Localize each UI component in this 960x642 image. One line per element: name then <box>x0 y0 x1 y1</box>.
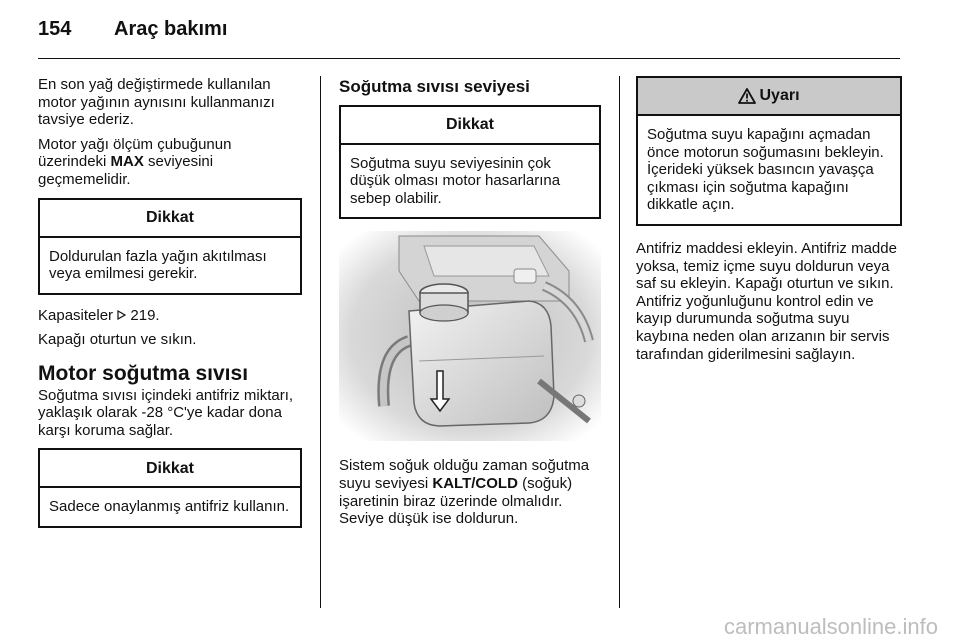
caution-box <box>38 198 302 295</box>
watermark: carmanualsonline.info <box>723 614 938 639</box>
paragraph: Kapağı oturtun ve sıkın. <box>38 331 197 349</box>
warning-header <box>638 78 900 116</box>
paragraph <box>38 136 302 189</box>
warning-triangle-icon <box>738 88 756 104</box>
page-reference-icon <box>117 310 126 320</box>
section-title: Araç bakımı <box>114 18 228 40</box>
text: Motor yağı ölçüm çubuğunun üzerindeki <box>38 135 232 171</box>
caution-body: Doldurulan fazla yağın akıtılması veya emilmesi gerekir. <box>49 247 267 283</box>
column-divider <box>619 76 620 608</box>
paragraph <box>339 457 601 527</box>
page-reference-link[interactable]: 219. <box>130 306 160 324</box>
caution-box <box>38 448 302 528</box>
paragraph: Soğutma sıvısı içindeki antifriz miktarı, yaklaşık olarak -28 °C'ye kadar dona karşı koruma sağlar. <box>38 386 294 439</box>
caution-box <box>339 105 601 220</box>
subsection-heading: Soğutma sıvısı seviyesi <box>339 77 530 96</box>
coolant-reservoir-illustration <box>339 231 601 441</box>
column-divider <box>320 76 321 608</box>
caution-title: Dikkat <box>40 450 300 488</box>
text: Kapasiteler <box>38 306 118 324</box>
page-number: 154 <box>38 18 72 40</box>
warning-title: Uyarı <box>759 87 800 105</box>
caution-body: Sadece onaylanmış antifriz kullanın. <box>49 498 290 516</box>
text: seviyesini geçmemelidir. <box>38 153 214 188</box>
text: (soğuk) işaretinin biraz üzerinde olmalıdır. Seviye düşük ise doldurun. <box>339 474 573 528</box>
warning-box <box>636 76 902 226</box>
text: Sistem soğuk olduğu zaman soğutma suyu seviyesi <box>339 457 590 492</box>
section-heading: Motor soğutma sıvısı <box>38 361 249 385</box>
caution-title: Dikkat <box>40 200 300 238</box>
column-2 <box>339 78 601 535</box>
caution-body: Soğutma suyu seviyesinin çok düşük olması motor hasarlarına sebep olabilir. <box>350 154 561 207</box>
paragraph: En son yağ değiştirmede kullanılan motor yağının aynısını kullanmanızı tavsiye ederiz. <box>38 76 275 129</box>
warning-body: Soğutma suyu kapağını açmadan önce motorun soğumasını bekleyin. İçerideki yüksek basıncın yavaşça çıkması için soğutma kapağını dikkatle açın. <box>647 126 884 214</box>
kalt-cold-label: KALT/COLD <box>432 474 518 492</box>
capacity-reference <box>38 307 302 325</box>
header-rule <box>38 58 900 59</box>
column-1 <box>38 76 302 540</box>
paragraph: Antifriz maddesi ekleyin. Antifriz madde yoksa, temiz içme suyu doldurun veya saf su ekleyin. Kapağı oturtun ve sıkın. Antifriz yoğunluğunu kontrol edin ve kayıp durumunda soğutma suyu kaybına neden olan arızanın bir servis tarafından giderilmesini sağlayın. <box>636 239 897 363</box>
coolant-reservoir-image <box>339 231 601 441</box>
caution-title: Dikkat <box>341 107 599 145</box>
max-label: MAX <box>110 153 144 171</box>
column-3 <box>636 76 902 370</box>
page-header <box>38 18 227 48</box>
